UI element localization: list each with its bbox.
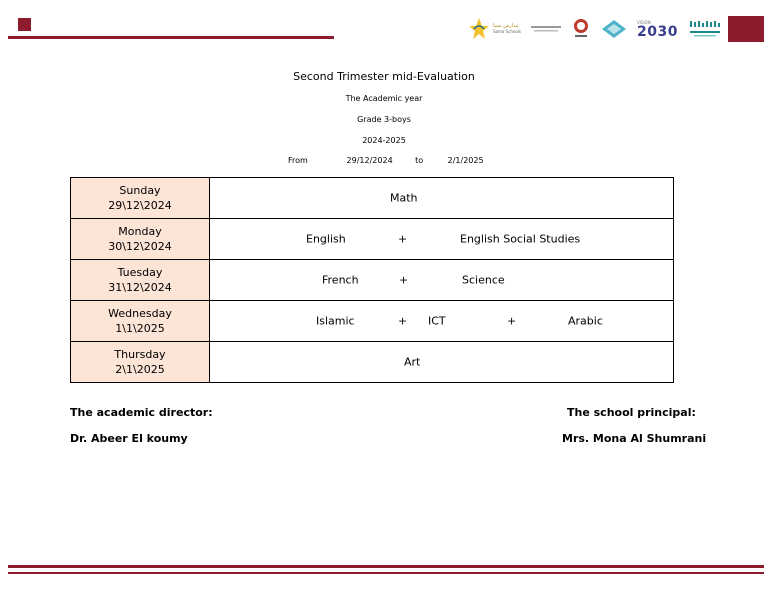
day-date: 31\12\2024 [108, 281, 172, 294]
day-name: Monday [118, 225, 162, 238]
subject-cell [210, 342, 674, 383]
table-row [71, 301, 674, 342]
diamond-logo [601, 17, 627, 41]
table-row [71, 342, 674, 383]
table-row [71, 219, 674, 260]
partner-text-icon [531, 22, 561, 36]
header-square-decoration [18, 18, 31, 31]
logo-strip [468, 14, 722, 44]
academic-year-label: The Academic year [345, 94, 423, 103]
subject-cell [210, 178, 674, 219]
principal-title: The school principal: [567, 406, 696, 419]
diamond-icon [601, 17, 627, 41]
subject-cell [210, 301, 674, 342]
day-cell [71, 301, 210, 342]
day-name: Tuesday [117, 266, 163, 279]
from-label: From [288, 156, 308, 165]
footer-rule-bottom [8, 572, 764, 574]
day-date: 2\1\2025 [115, 363, 165, 376]
day-cell [71, 219, 210, 260]
footer-rule-top [8, 565, 764, 568]
header-rule [8, 36, 334, 39]
vision-label: VISION [636, 19, 651, 25]
vision-year: 2030 [636, 23, 678, 40]
subject-cell [210, 219, 674, 260]
header-right-block [728, 16, 764, 42]
subject: Islamic [316, 314, 355, 328]
from-date: 29/12/2024 [346, 156, 393, 165]
emblem-logo [571, 17, 591, 41]
vision-2030-logo [637, 20, 678, 39]
day-name: Thursday [114, 348, 166, 361]
plus-sign: + [507, 314, 517, 328]
day-name: Sunday [119, 184, 161, 197]
day-date: 29\12\2024 [108, 199, 172, 212]
emblem-icon [571, 17, 591, 41]
table-row [71, 178, 674, 219]
subject: ICT [428, 314, 446, 328]
director-title: The academic director: [70, 406, 213, 419]
subject: Arabic [568, 314, 603, 328]
subject: Science [462, 273, 505, 287]
table-row [71, 260, 674, 301]
subject: English Social Studies [460, 232, 581, 246]
moe-icon [688, 19, 722, 39]
day-cell [71, 178, 210, 219]
subject-cell [210, 260, 674, 301]
to-label: to [415, 156, 424, 165]
subject: Art [404, 355, 421, 369]
page-title: Second Trimester mid-Evaluation [293, 70, 475, 83]
grade-label: Grade 3-boys [357, 115, 411, 124]
subject: French [322, 273, 359, 287]
star-icon [468, 17, 490, 41]
subject: English [306, 232, 346, 246]
day-name: Wednesday [108, 307, 172, 320]
plus-sign: + [398, 232, 408, 246]
day-date: 30\12\2024 [108, 240, 172, 253]
day-date: 1\1\2025 [115, 322, 165, 335]
year-range: 2024-2025 [362, 136, 406, 145]
moe-logo [688, 19, 722, 39]
day-cell [71, 260, 210, 301]
principal-name: Mrs. Mona Al Shumrani [562, 432, 707, 445]
day-cell [71, 342, 210, 383]
to-date: 2/1/2025 [447, 156, 484, 165]
date-range-line [288, 156, 484, 165]
exam-schedule-table [70, 177, 674, 383]
sama-english-label: Sama Schools [493, 29, 521, 34]
director-name: Dr. Abeer El koumy [70, 432, 188, 445]
partner-logo-text [531, 22, 561, 36]
subject: Math [390, 191, 418, 205]
sama-schools-logo [468, 17, 521, 41]
plus-sign: + [399, 273, 409, 287]
plus-sign: + [398, 314, 408, 328]
sama-arabic-glyphs: مدارس سما [493, 23, 519, 29]
